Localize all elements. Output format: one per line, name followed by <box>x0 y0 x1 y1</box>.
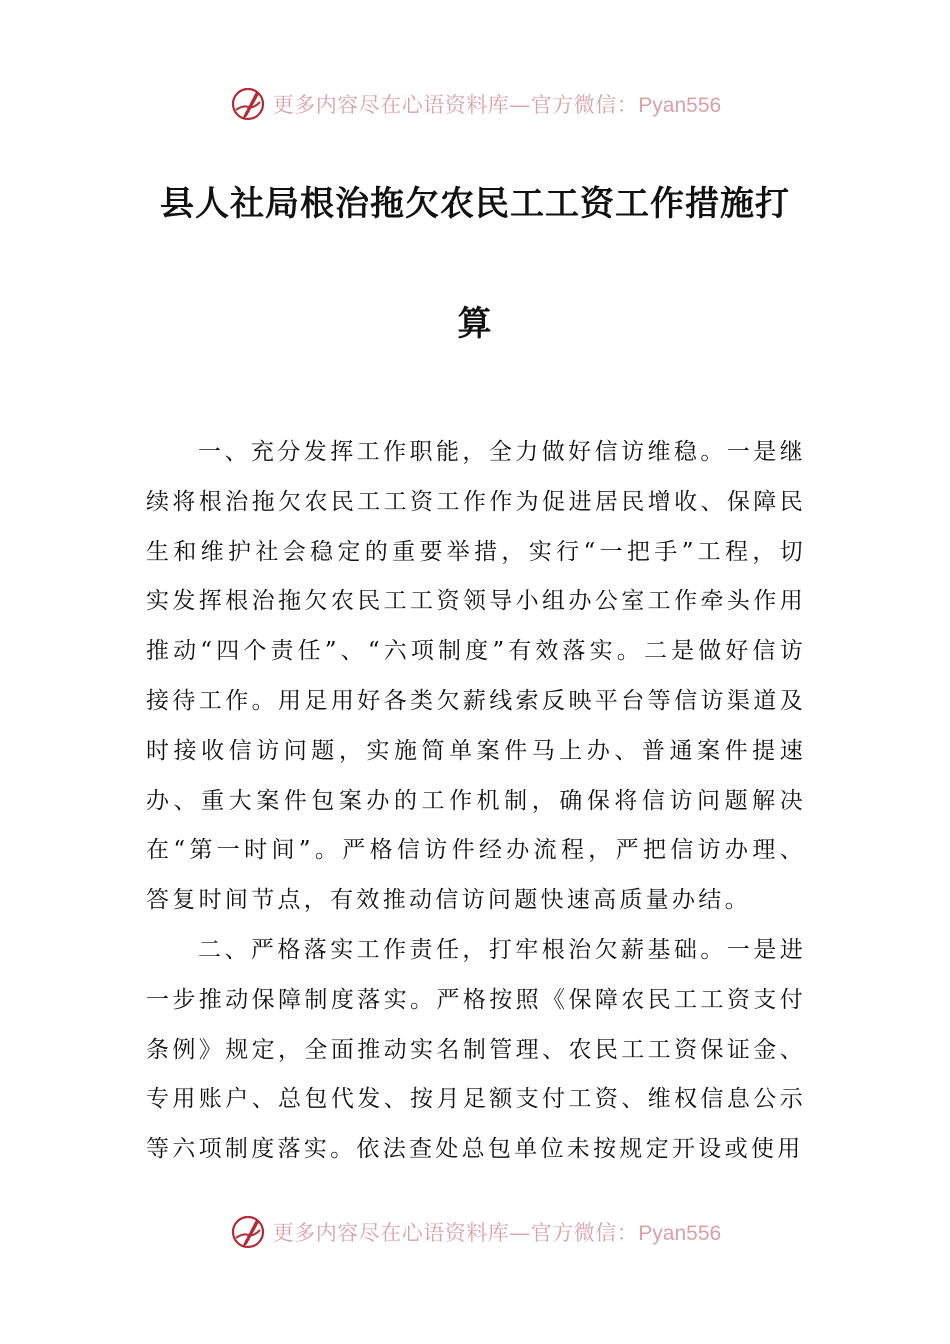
watermark-banner-bottom <box>0 1210 950 1254</box>
pen-circle-logo-icon <box>229 1213 267 1251</box>
pen-circle-logo-icon <box>229 85 267 123</box>
watermark-banner-top <box>0 82 950 126</box>
document-title-continued: 算 <box>457 304 493 344</box>
document-body <box>146 428 806 1175</box>
watermark-text: 更多内容尽在心语资料库—官方微信：Pyan556 <box>272 1221 722 1245</box>
paragraph-2: 二、严格落实工作责任，打牢根治欠薪基础。一是进一步推动保障制度落实。严格按照《保障农民工工资支付条例》规定，全面推动实名制管理、农民工工资保证金、专用账户、总包代发、按月足额支付工资、维权信息公示等六项制度落实。依法查处总包单位未按规定开设或使用 <box>146 936 806 1163</box>
document-title: 县人社局根治拖欠农民工工资工作措施打 <box>160 184 790 224</box>
watermark-text: 更多内容尽在心语资料库—官方微信：Pyan556 <box>272 93 722 117</box>
paragraph-1: 一、充分发挥工作职能，全力做好信访维稳。一是继续将根治拖欠农民工工资工作作为促进居民增收、保障民生和维护社会稳定的重要举措，实行“一把手”工程，切实发挥根治拖欠农民工工资领导小组办公室工作牵头作用推动“四个责任”、“六项制度”有效落实。二是做好信访接待工作。用足用好各类欠薪线索反映平台等信访渠道及时接收信访问题，实施简单案件马上办、普通案件提速办、重大案件包案办的工作机制，确保将信访问题解决在“第一时间”。严格信访件经办流程，严把信访办理、答复时间节点，有效推动信访问题快速高质量办结。 <box>146 439 806 914</box>
